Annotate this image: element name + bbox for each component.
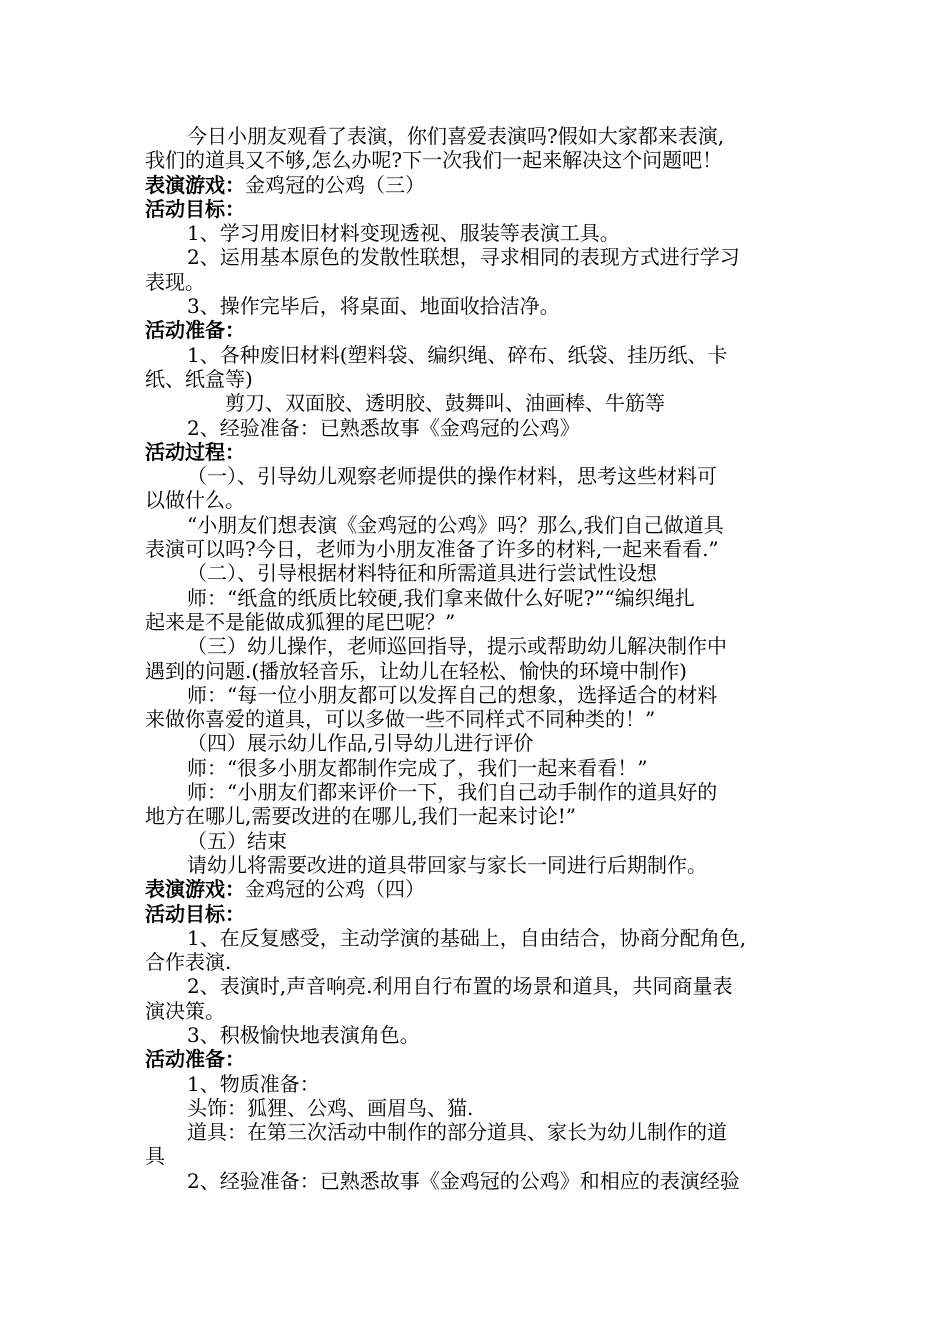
line-text: 2、运用基本原色的发散性联想，寻求相同的表现方式进行学习 [187,245,740,270]
heading-label: 表演游戏： [145,877,245,902]
text-line [145,221,813,245]
text-line [145,829,813,853]
text-line [145,1096,813,1120]
line-text: 1、各种废旧材料(塑料袋、编织绳、碎布、纸袋、挂历纸、卡 [187,342,728,367]
line-text: 合作表演. [145,950,232,975]
text-line [145,999,813,1023]
text-line [145,464,813,488]
heading-label: 活动目标： [145,196,245,221]
line-text: 演决策。 [145,998,225,1023]
text-line [145,974,813,998]
line-text: 纸、纸盒等) [145,366,253,391]
section-heading [145,173,813,197]
line-text: 师：“每一位小朋友都可以发挥自己的想象，选择适合的材料 [187,682,718,707]
text-line [145,1144,813,1168]
text-line [145,1120,813,1144]
heading-label: 活动目标： [145,901,245,926]
text-line [145,294,813,318]
text-line [145,391,813,415]
text-line [145,367,813,391]
line-text: 剪刀、双面胶、透明胶、鼓舞叫、油画棒、牛筋等 [225,391,665,416]
line-text: （五）结束 [187,828,287,853]
text-line [145,1023,813,1047]
line-text: （三）幼儿操作，老师巡回指导，提示或帮助幼儿解决制作中 [187,634,727,659]
text-line [145,804,813,828]
line-text: 3、操作完毕后，将桌面、地面收拾洁净。 [187,294,560,319]
line-text: 表现。 [145,269,205,294]
line-text: （一）、引导幼儿观察老师提供的操作材料，思考这些材料可 [187,464,717,489]
text-line [145,683,813,707]
line-text: 我们的道具又不够,怎么办呢?下一次我们一起来解决这个问题吧！ [145,148,723,173]
line-text: 表演可以吗?今日，老师为小朋友准备了许多的材料,一起来看看.” [145,537,719,562]
line-text: 师：“纸盒的纸质比较硬,我们拿来做什么好呢?”“编织绳扎 [187,585,695,610]
line-text: 来做你喜爱的道具，可以多做一些不同样式不同种类的！” [145,707,656,732]
line-text: 1、物质准备： [187,1071,320,1096]
text-line [145,853,813,877]
section-heading [145,902,813,926]
section-heading [145,877,813,901]
line-text: 3、积极愉快地表演角色。 [187,1022,420,1047]
text-line [145,586,813,610]
text-line [145,950,813,974]
text-line [145,1169,813,1193]
text-line [145,270,813,294]
line-text: 1、学习用废旧材料变现透视、服装等表演工具。 [187,221,620,246]
text-line [145,488,813,512]
text-line [145,634,813,658]
line-text: （四）展示幼儿作品,引导幼儿进行评价 [187,731,534,756]
line-text: 具 [145,1144,165,1169]
line-text: 起来是不是能做成狐狸的尾巴呢？” [145,609,456,634]
text-line [145,245,813,269]
text-line [145,416,813,440]
line-text: “小朋友们想表演《金鸡冠的公鸡》吗？那么,我们自己做道具 [187,512,724,537]
line-text: 金鸡冠的公鸡（四） [245,877,425,902]
text-line [145,561,813,585]
line-text: 2、表演时,声音响亮.利用自行布置的场景和道具，共同商量表 [187,974,733,999]
text-line [145,707,813,731]
text-line [145,756,813,780]
line-text: 头饰：狐狸、公鸡、画眉鸟、猫. [187,1095,474,1120]
text-line [145,610,813,634]
text-line [145,148,813,172]
line-text: 道具：在第三次活动中制作的部分道具、家长为幼儿制作的道 [187,1120,727,1145]
line-text: 地方在哪儿,需要改进的在哪儿,我们一起来讨论!” [145,804,576,829]
line-text: 2、经验准备：已熟悉故事《金鸡冠的公鸡》 [187,415,580,440]
line-text: 请幼儿将需要改进的道具带回家与家长一同进行后期制作。 [187,852,707,877]
line-text: 1、在反复感受，主动学演的基础上，自由结合，协商分配角色, [187,925,747,950]
text-line [145,124,813,148]
text-line [145,537,813,561]
section-heading [145,440,813,464]
section-heading [145,197,813,221]
text-line [145,1072,813,1096]
section-heading [145,318,813,342]
text-line [145,343,813,367]
text-line [145,926,813,950]
line-text: 2、经验准备：已熟悉故事《金鸡冠的公鸡》和相应的表演经验 [187,1168,740,1193]
text-line [145,659,813,683]
text-line [145,731,813,755]
line-text: 师：“很多小朋友都制作完成了，我们一起来看看！” [187,755,648,780]
line-text: 以做什么。 [145,488,245,513]
heading-label: 活动准备： [145,318,245,343]
line-text: 遇到的问题.(播放轻音乐，让幼儿在轻松、愉快的环境中制作) [145,658,687,683]
text-line [145,780,813,804]
line-text: 金鸡冠的公鸡（三） [245,172,425,197]
section-heading [145,1047,813,1071]
line-text: 师：“小朋友们都来评价一下，我们自己动手制作的道具好的 [187,780,718,805]
text-line [145,513,813,537]
heading-label: 活动过程： [145,439,245,464]
document-body [145,124,813,1193]
line-text: （二）、引导根据材料特征和所需道具进行尝试性设想 [187,561,657,586]
heading-label: 表演游戏： [145,172,245,197]
line-text: 今日小朋友观看了表演，你们喜爱表演吗?假如大家都来表演, [187,124,725,148]
heading-label: 活动准备： [145,1047,245,1072]
